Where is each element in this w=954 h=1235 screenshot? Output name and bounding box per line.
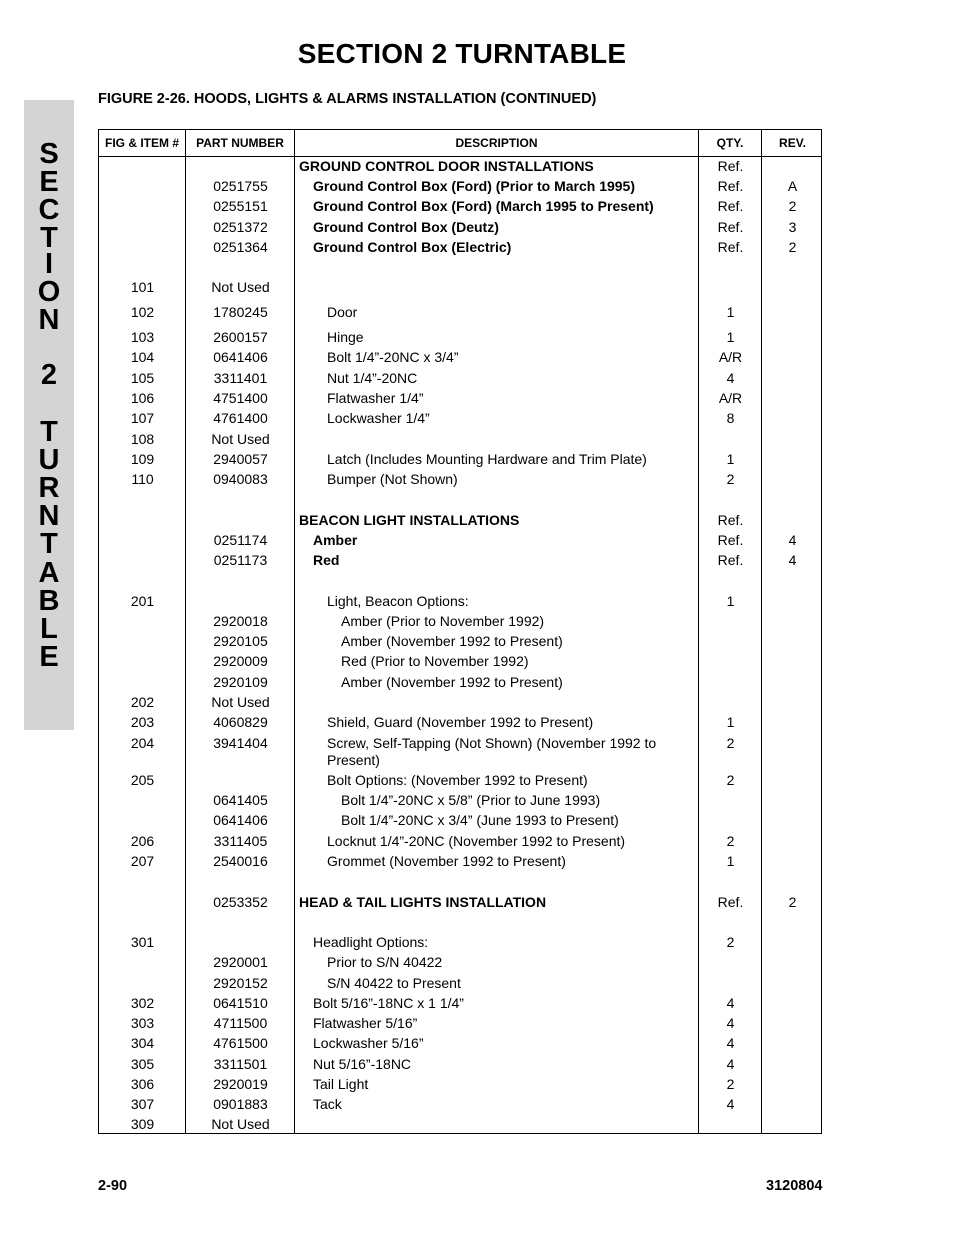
side-tab-letter: N — [38, 304, 60, 336]
description-cell: Lockwasher 1/4” — [327, 410, 430, 426]
description-cell: Bolt 1/4”-20NC x 3/4” (June 1993 to Present) — [341, 812, 619, 828]
fig-item-cell: 302 — [130, 995, 155, 1011]
parts-table — [98, 129, 822, 1134]
qty-cell: Ref. — [717, 552, 744, 568]
description-cell: Bumper (Not Shown) — [327, 471, 458, 487]
document-number: 3120804 — [766, 1178, 823, 1194]
part-number-cell: 0255151 — [213, 198, 268, 214]
qty-cell: 2 — [726, 833, 735, 849]
qty-cell: 2 — [726, 1076, 735, 1092]
fig-item-cell: 107 — [130, 410, 155, 426]
description-cell: HEAD & TAIL LIGHTS INSTALLATION — [299, 894, 547, 910]
part-number-cell: 1780245 — [213, 304, 268, 320]
rev-cell: 2 — [788, 894, 797, 910]
fig-item-cell: 306 — [130, 1076, 155, 1092]
part-number-cell: 2920152 — [213, 975, 268, 991]
description-cell: Amber (November 1992 to Present) — [341, 674, 563, 690]
description-cell: Ground Control Box (Ford) (Prior to March 1995) — [313, 178, 636, 194]
qty-cell: 2 — [726, 735, 735, 751]
qty-cell: 1 — [726, 714, 735, 730]
qty-cell: 4 — [726, 1056, 735, 1072]
fig-item-cell: 202 — [130, 694, 155, 710]
description-cell: Light, Beacon Options: — [327, 593, 469, 609]
qty-cell: Ref. — [717, 532, 744, 548]
description-cell: Ground Control Box (Ford) (March 1995 to Present) — [313, 198, 654, 214]
column-divider — [698, 130, 699, 1133]
description-cell: Shield, Guard (November 1992 to Present) — [327, 714, 594, 730]
side-tab-letter: T — [40, 222, 58, 254]
qty-cell: Ref. — [717, 198, 744, 214]
part-number-cell: 4711500 — [213, 1015, 268, 1031]
section-title: SECTION 2 TURNTABLE — [297, 38, 627, 69]
side-tab-letter: T — [40, 416, 58, 448]
side-tab-letter: I — [44, 248, 54, 280]
description-cell: Amber (Prior to November 1992) — [341, 613, 545, 629]
description-cell: GROUND CONTROL DOOR INSTALLATIONS — [299, 158, 594, 174]
qty-cell: 1 — [726, 304, 735, 320]
part-number-cell: 0251372 — [213, 219, 268, 235]
part-number-cell: 0253352 — [213, 894, 268, 910]
side-tab-letter: R — [38, 472, 60, 504]
part-number-cell: 4761400 — [213, 410, 268, 426]
part-number-cell: 0251173 — [213, 552, 268, 568]
rev-cell: 4 — [788, 552, 797, 568]
part-number-cell: 2920001 — [213, 954, 268, 970]
qty-cell: 4 — [726, 995, 735, 1011]
description-cell: Ground Control Box (Electric) — [313, 239, 512, 255]
qty-cell: 8 — [726, 410, 735, 426]
part-number-cell: 4751400 — [213, 390, 268, 406]
page-number: 2-90 — [98, 1178, 128, 1194]
part-number-cell: 3311405 — [213, 833, 268, 849]
part-number-cell: 2920009 — [213, 653, 268, 669]
qty-cell: 2 — [726, 934, 735, 950]
part-number-cell: 2940057 — [213, 451, 268, 467]
part-number-cell: 2600157 — [213, 329, 268, 345]
description-cell: Red (Prior to November 1992) — [341, 653, 529, 669]
fig-item-cell: 103 — [130, 329, 155, 345]
qty-cell: 4 — [726, 370, 735, 386]
fig-item-cell: 101 — [130, 279, 155, 295]
rev-cell: 4 — [788, 532, 797, 548]
description-cell: Ground Control Box (Deutz) — [313, 219, 499, 235]
qty-cell: 1 — [726, 593, 735, 609]
qty-cell: Ref. — [717, 894, 744, 910]
qty-cell: 1 — [726, 853, 735, 869]
part-number-cell: 0940083 — [213, 471, 268, 487]
description-cell: Hinge — [327, 329, 364, 345]
fig-item-cell: 206 — [130, 833, 155, 849]
part-number-cell: Not Used — [211, 279, 270, 295]
description-cell: Bolt 1/4”-20NC x 3/4” — [327, 349, 459, 365]
column-divider — [761, 130, 762, 1133]
qty-cell: Ref. — [717, 178, 744, 194]
header-qty: QTY. — [716, 136, 744, 150]
fig-item-cell: 108 — [130, 431, 155, 447]
part-number-cell: 3941404 — [213, 735, 268, 751]
side-tab-letter: A — [38, 557, 60, 589]
fig-item-cell: 301 — [130, 934, 155, 950]
description-cell: Nut 5/16”-18NC — [313, 1056, 412, 1072]
qty-cell: 4 — [726, 1035, 735, 1051]
description-cell: Red — [313, 552, 340, 568]
description-cell: Amber — [313, 532, 358, 548]
part-number-cell: Not Used — [211, 1116, 270, 1132]
fig-item-cell: 109 — [130, 451, 155, 467]
header-rev: REV. — [779, 136, 806, 150]
qty-cell: 2 — [726, 772, 735, 788]
description-cell: Lockwasher 5/16” — [313, 1035, 424, 1051]
description-cell: Bolt 1/4”-20NC x 5/8” (Prior to June 1993) — [341, 792, 601, 808]
qty-cell: Ref. — [717, 158, 744, 174]
description-cell: Door — [327, 304, 358, 320]
fig-item-cell: 102 — [130, 304, 155, 320]
description-cell: BEACON LIGHT INSTALLATIONS — [299, 512, 520, 528]
part-number-cell: 2920018 — [213, 613, 268, 629]
fig-item-cell: 305 — [130, 1056, 155, 1072]
part-number-cell: 3311401 — [213, 370, 268, 386]
fig-item-cell: 309 — [130, 1116, 155, 1132]
side-tab-letter: T — [40, 528, 58, 560]
part-number-cell: 0641406 — [213, 349, 268, 365]
fig-item-cell: 201 — [130, 593, 155, 609]
side-tab-letter: N — [38, 500, 60, 532]
part-number-cell: 0641406 — [213, 812, 268, 828]
qty-cell: Ref. — [717, 512, 744, 528]
section-side-tab — [24, 100, 74, 730]
figure-caption: FIGURE 2-26. HOODS, LIGHTS & ALARMS INSTALLATION (CONTINUED) — [98, 91, 597, 107]
side-tab-letter: E — [39, 641, 59, 673]
part-number-cell: 2540016 — [213, 853, 268, 869]
part-number-cell: 0251755 — [213, 178, 268, 194]
description-cell: Amber (November 1992 to Present) — [341, 633, 563, 649]
part-number-cell: 0641405 — [213, 792, 268, 808]
side-tab-letter: E — [39, 166, 59, 198]
fig-item-cell: 203 — [130, 714, 155, 730]
qty-cell: 2 — [726, 471, 735, 487]
header-divider — [99, 156, 821, 157]
description-cell: Locknut 1/4”-20NC (November 1992 to Present) — [327, 833, 626, 849]
qty-cell: Ref. — [717, 239, 744, 255]
fig-item-cell: 307 — [130, 1096, 155, 1112]
side-tab-letter: S — [39, 138, 59, 170]
header-fig-item: FIG & ITEM # — [104, 136, 179, 150]
description-cell: Flatwasher 5/16” — [313, 1015, 418, 1031]
rev-cell: 2 — [788, 239, 797, 255]
qty-cell: 4 — [726, 1015, 735, 1031]
part-number-cell: Not Used — [211, 431, 270, 447]
description-cell: Headlight Options: — [313, 934, 429, 950]
part-number-cell: 2920105 — [213, 633, 268, 649]
description-cell: Bolt 5/16”-18NC x 1 1/4” — [313, 995, 464, 1011]
side-tab-letter: O — [37, 276, 61, 308]
fig-item-cell: 304 — [130, 1035, 155, 1051]
description-cell: Bolt Options: (November 1992 to Present) — [327, 772, 588, 788]
description-cell: Flatwasher 1/4” — [327, 390, 424, 406]
side-tab-letter: U — [38, 444, 60, 476]
description-cell: Screw, Self-Tapping (Not Shown) (November 1992 to Present) — [327, 735, 657, 768]
header-part-number: PART NUMBER — [196, 136, 284, 150]
description-cell: S/N 40422 to Present — [327, 975, 461, 991]
header-description: DESCRIPTION — [455, 136, 538, 150]
side-tab-letter: 2 — [40, 359, 58, 391]
part-number-cell: 4060829 — [213, 714, 268, 730]
description-cell: Latch (Includes Mounting Hardware and Trim Plate) — [327, 451, 647, 467]
qty-cell: A/R — [718, 349, 743, 365]
part-number-cell: 2920109 — [213, 674, 268, 690]
side-tab-letter: B — [38, 585, 60, 617]
fig-item-cell: 207 — [130, 853, 155, 869]
description-cell: Tack — [313, 1096, 342, 1112]
qty-cell: 1 — [726, 329, 735, 345]
part-number-cell: 0901883 — [213, 1096, 268, 1112]
description-cell: Tail Light — [313, 1076, 369, 1092]
fig-item-cell: 105 — [130, 370, 155, 386]
fig-item-cell: 205 — [130, 772, 155, 788]
side-tab-letter: L — [40, 613, 58, 645]
qty-cell: A/R — [718, 390, 743, 406]
part-number-cell: 2920019 — [213, 1076, 268, 1092]
part-number-cell: 3311501 — [213, 1056, 268, 1072]
description-cell: Prior to S/N 40422 — [327, 954, 443, 970]
part-number-cell: 0641510 — [213, 995, 268, 1011]
qty-cell: 4 — [726, 1096, 735, 1112]
description-cell: Nut 1/4”-20NC — [327, 370, 418, 386]
fig-item-cell: 303 — [130, 1015, 155, 1031]
description-cell: Grommet (November 1992 to Present) — [327, 853, 566, 869]
fig-item-cell: 204 — [130, 735, 155, 751]
qty-cell: Ref. — [717, 219, 744, 235]
rev-cell: 3 — [788, 219, 797, 235]
part-number-cell: 0251174 — [213, 532, 268, 548]
rev-cell: 2 — [788, 198, 797, 214]
part-number-cell: 4761500 — [213, 1035, 268, 1051]
fig-item-cell: 104 — [130, 349, 155, 365]
fig-item-cell: 106 — [130, 390, 155, 406]
fig-item-cell: 110 — [131, 471, 154, 487]
part-number-cell: 0251364 — [213, 239, 268, 255]
rev-cell: A — [787, 178, 798, 194]
side-tab-letter: C — [38, 194, 60, 226]
part-number-cell: Not Used — [211, 694, 270, 710]
qty-cell: 1 — [726, 451, 735, 467]
